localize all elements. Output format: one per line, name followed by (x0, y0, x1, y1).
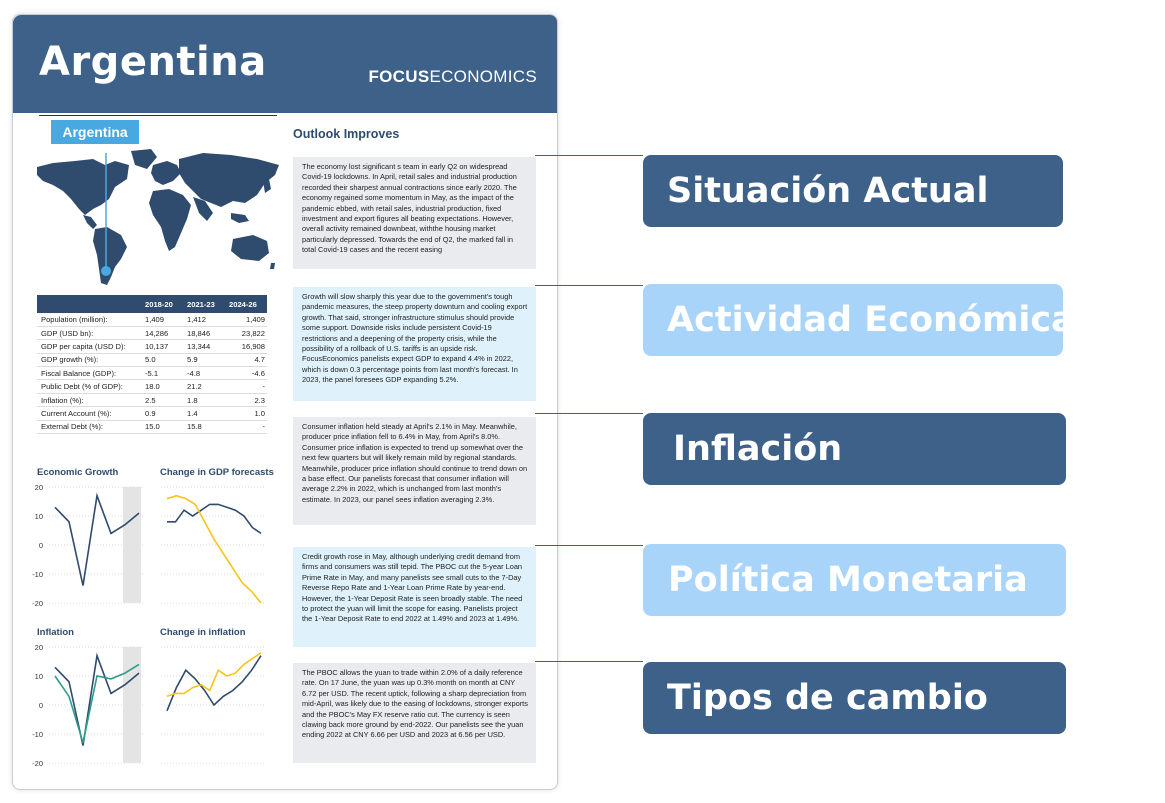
outlook-section-inflacion: Consumer inflation held steady at April's 2.1% in May. Meanwhile, producer price inflation fell to 6.4% in May, from April's 8.0%. Consumer price inflation is expected to trend up somewhat over the next few quarters but will likely remain mild by regional standards. Meanwhile, producer price inflation should continue to trend down on a base effect. Our panelists forecast that consumer inflation will average 2.2% in 2022, which is unchanged from last month's estimate. In 2023, our panel sees inflation averaging 2.3%. (293, 417, 536, 525)
label-text: Política Monetaria (668, 560, 1028, 600)
economic-indicators-table (37, 295, 267, 434)
table-row (37, 340, 267, 353)
label-politica-monetaria (643, 544, 1066, 616)
label-text: Inflación (673, 429, 843, 469)
row-label: Fiscal Balance (GDP): (37, 367, 141, 380)
row-label: External Debt (%): (37, 420, 141, 433)
row-label: Current Account (%): (37, 407, 141, 420)
row-label: Inflation (%): (37, 393, 141, 406)
cell: 15.0 (141, 420, 183, 433)
series-line (167, 653, 261, 697)
row-label: GDP growth (%): (37, 353, 141, 366)
table-row (37, 367, 267, 380)
cell: 2.5 (141, 393, 183, 406)
table-row (37, 393, 267, 406)
outlook-title: Outlook Improves (293, 127, 400, 141)
map-divider (39, 115, 277, 116)
chart-title-gdp-forecasts: Change in GDP forecasts (160, 467, 274, 478)
forecast-shading (123, 487, 141, 603)
map-location-marker (101, 266, 111, 276)
outlook-section-tipos: The PBOC allows the yuan to trade within 2.0% of a daily reference rate. On 17 June, the yuan was up 0.3% month on month at CNY 6.72 per USD. The recent uptick, following a sharp depreciation from mid-April, was likely due to the easing of lockdowns, stronger exports and the PBOC's May FX reserve ratio cut. The currency is seen clawing back more ground by end-2022. Our panelists see the yuan ending 2022 at CNY 6.66 per USD and 2023 at 6.56 per USD. (293, 663, 536, 763)
brand-logo-rest: ECONOMICS (429, 67, 537, 86)
table-header-cell: 2018-20 (141, 295, 183, 313)
cell: -5.1 (141, 367, 183, 380)
cell: 1.8 (183, 393, 225, 406)
y-tick-label: 20 (34, 643, 43, 652)
cell: 16,908 (225, 340, 267, 353)
y-tick-label: 10 (34, 512, 43, 521)
world-map (35, 143, 285, 293)
y-tick-label: -20 (32, 599, 43, 608)
label-text: Actividad Económica (667, 300, 1075, 340)
label-situacion-actual (643, 155, 1063, 227)
connector-line (535, 545, 643, 546)
cell: -4.8 (183, 367, 225, 380)
report-header (13, 15, 558, 113)
chart-title-change-inflation: Change in inflation (160, 627, 246, 638)
report-page (12, 14, 558, 790)
chart-title-inflation: Inflation (37, 627, 74, 638)
cell: 18.0 (141, 380, 183, 393)
table-header-cell: 2024-26 (225, 295, 267, 313)
connector-line (535, 661, 643, 662)
cell: 5.9 (183, 353, 225, 366)
series-line (167, 496, 261, 603)
cell: 1.0 (225, 407, 267, 420)
cell: 1,412 (183, 313, 225, 326)
cell: 13,344 (183, 340, 225, 353)
outlook-section-actividad: Growth will slow sharply this year due to the government's tough pandemic measures, the steep property downturn and cooling export growth. That said, stronger infrastructure stimulus should provide some support. Downside risks include persistent Covid-19 restrictions and a deepening of the property crisis, while the possibility of a rollback of U.S. tariffs is an upside risk. FocusEconomics panelists expect GDP to expand 4.4% in 2022, which is down 0.3 percentage points from last month's forecast. In 2023, the panel foresees GDP expanding 5.2%. (293, 287, 536, 401)
y-tick-label: 0 (38, 701, 43, 710)
cell: 21.2 (183, 380, 225, 393)
cell: 5.0 (141, 353, 183, 366)
cell: - (225, 380, 267, 393)
cell: 15.8 (183, 420, 225, 433)
chart-inflation (23, 637, 147, 773)
cell: 1.4 (183, 407, 225, 420)
cell: 10,137 (141, 340, 183, 353)
connector-line (535, 285, 643, 286)
table-row (37, 326, 267, 339)
label-text: Situación Actual (667, 171, 989, 211)
y-tick-label: -10 (32, 730, 43, 739)
brand-logo (368, 67, 537, 87)
table-row (37, 313, 267, 326)
chart-gdp-forecasts (155, 477, 269, 613)
row-label: GDP (USD bn): (37, 326, 141, 339)
table-header-cell: 2021-23 (183, 295, 225, 313)
cell: 1,409 (225, 313, 267, 326)
y-tick-label: 10 (34, 672, 43, 681)
y-tick-label: -10 (32, 570, 43, 579)
y-tick-label: -20 (32, 759, 43, 768)
cell: 2.3 (225, 393, 267, 406)
chart-change-inflation (155, 637, 269, 773)
table-row (37, 407, 267, 420)
connector-line (535, 413, 643, 414)
y-tick-label: 0 (38, 541, 43, 550)
y-tick-label: 20 (34, 483, 43, 492)
cell: -4.6 (225, 367, 267, 380)
table-row (37, 420, 267, 433)
label-inflacion (643, 413, 1066, 485)
brand-logo-bold: FOCUS (368, 67, 430, 86)
cell: 0.9 (141, 407, 183, 420)
chart-economic-growth (23, 477, 147, 613)
series-line (167, 504, 261, 533)
cell: 18,846 (183, 326, 225, 339)
cell: - (225, 420, 267, 433)
page-title: Argentina (39, 39, 267, 85)
connector-line (535, 155, 643, 156)
label-text: Tipos de cambio (667, 678, 988, 718)
table-header-cell (37, 295, 141, 313)
outlook-section-situacion: The economy lost significant s team in early Q2 on widespread Covid-19 lockdowns. In April, retail sales and industrial production recorded their sharpest annual contractions since early 2020. The economy regained some momentum in May, as the impact of the pandemic ebbed, with retail sales, industrial production, fixed investment and export figures all beating expectations. However, overall activity remained downbeat, withthe housing market particularly depressed. Towards the end of Q2, the marked fall in total Covid-19 cases and the recent easing (293, 157, 536, 269)
cell: 4.7 (225, 353, 267, 366)
label-actividad-economica (643, 284, 1075, 356)
row-label: GDP per capita (USD D): (37, 340, 141, 353)
label-tipos-de-cambio (643, 662, 1066, 734)
outlook-section-politica: Credit growth rose in May, although underlying credit demand from firms and consumers was still tepid. The PBOC cut the 5-year Loan Prime Rate in May, and many panelists see small cuts to the 7-Day Reverse Repo Rate and 1-Year Loan Prime Rate by year-end. However, the 1-Year Deposit Rate is seen broadly stable. The need to protect the yuan will limit the scope for easing. Panelists project the 1-Year Deposit Rate to end 2022 at 1.49% and 2023 at 1.49%. (293, 547, 536, 647)
cell: 23,822 (225, 326, 267, 339)
table-row (37, 380, 267, 393)
chart-title-economic-growth: Economic Growth (37, 467, 119, 478)
row-label: Population (million): (37, 313, 141, 326)
row-label: Public Debt (% of GDP): (37, 380, 141, 393)
map-country-tag: Argentina (51, 120, 139, 144)
cell: 14,286 (141, 326, 183, 339)
cell: 1,409 (141, 313, 183, 326)
table-row (37, 353, 267, 366)
series-line (167, 656, 261, 711)
table-header-row (37, 295, 267, 313)
